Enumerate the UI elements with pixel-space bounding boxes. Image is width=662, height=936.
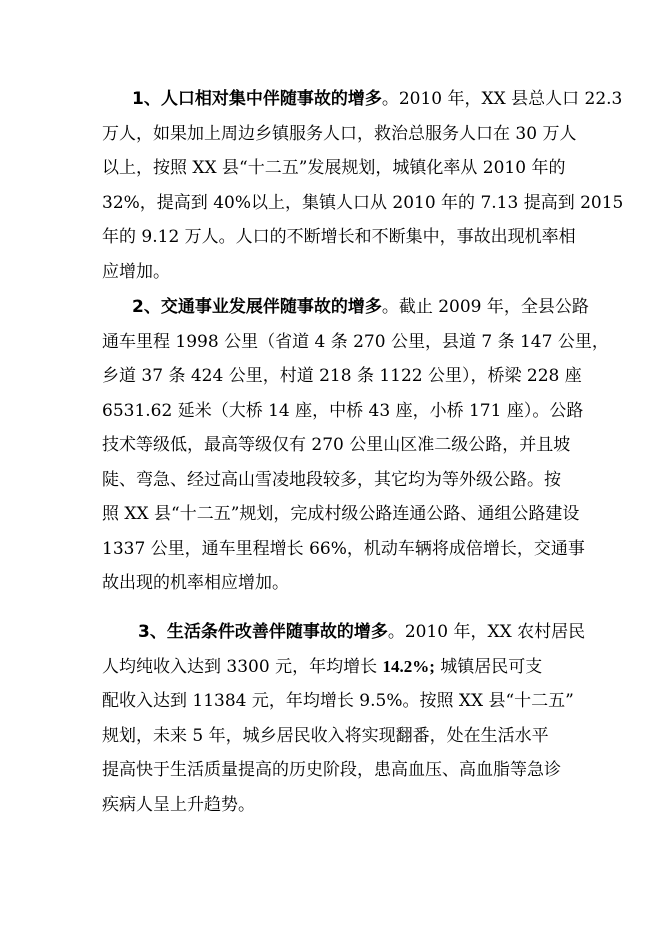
paragraph-heading: 3、生活条件改善伴随事故的增多 (138, 622, 388, 642)
paragraph-line: 陡、弯急、经过高山雪凌地段较多，其它均为等外级公路。按 (102, 469, 561, 490)
paragraph-line (102, 650, 572, 685)
paragraph-line: 乡道 37 条 424 公里，村道 218 条 1122 公里），桥梁 228 座 (102, 366, 582, 386)
paragraph-line (102, 615, 586, 650)
paragraph-line: 万人，如果加上周边乡镇服务人口，救治总服务人口在 30 万人 (102, 123, 577, 144)
growth-rate-bold: 14.2%; (382, 656, 435, 676)
paragraph-heading: 2、交通事业发展伴随事故的增多 (132, 297, 382, 317)
paragraph-line: 照 XX 县“十二五”规划，完成村级公路连通公路、通组公路建设 (102, 504, 580, 524)
paragraph-line: 规划，未来 5 年，城乡居民收入将实现翻番，处在生活水平 (102, 725, 549, 746)
paragraph-line: 提高快于生活质量提高的历史阶段，患高血压、高血脂等急诊 (102, 760, 561, 780)
paragraph-1 (102, 82, 624, 289)
paragraph-line: 应增加。 (102, 261, 170, 282)
paragraph-text: 。截止 2009 年，全县公路 (381, 297, 589, 317)
paragraph-line (102, 82, 623, 117)
paragraph-2 (102, 290, 609, 601)
paragraph-text: 。2010 年，XX 农村居民 (387, 622, 586, 642)
paragraph-text: 。2010 年，XX 县总人口 22.3 (381, 89, 623, 109)
paragraph-line: 年的 9.12 万人。人口的不断增长和不断集中，事故出现机率相 (102, 227, 576, 247)
paragraph-3 (102, 615, 586, 822)
paragraph-line: 技术等级低，最高等级仅有 270 公里山区准二级公路，并且坡 (102, 435, 571, 455)
paragraph-heading: 1、人口相对集中伴随事故的增多 (132, 89, 382, 109)
paragraph-line: 1337 公里，通车里程增长 66%，机动车辆将成倍增长，交通事 (102, 538, 585, 559)
paragraph-line (102, 290, 589, 325)
paragraph-line: 通车里程 1998 公里（省道 4 条 270 公里，县道 7 条 147 公里， (102, 331, 609, 352)
paragraph-line: 故出现的机率相应增加。 (102, 573, 289, 593)
paragraph-line: 6531.62 延米（大桥 14 座，中桥 43 座，小桥 171 座）。公路 (102, 400, 584, 421)
paragraph-line: 配收入达到 11384 元，年均增长 9.5%。按照 XX 县“十二五” (102, 691, 574, 711)
paragraph-line: 32%，提高到 40%以上，集镇人口从 2010 年的 7.13 提高到 2015 (102, 192, 624, 213)
paragraph-text: 人均纯收入达到 3300 元，年均增长 (102, 656, 383, 677)
paragraph-line: 以上，按照 XX 县“十二五”发展规划，城镇化率从 2010 年的 (102, 158, 566, 178)
paragraph-text: 城镇居民可支 (434, 656, 543, 677)
paragraph-line: 疾病人呈上升趋势。 (102, 794, 255, 815)
